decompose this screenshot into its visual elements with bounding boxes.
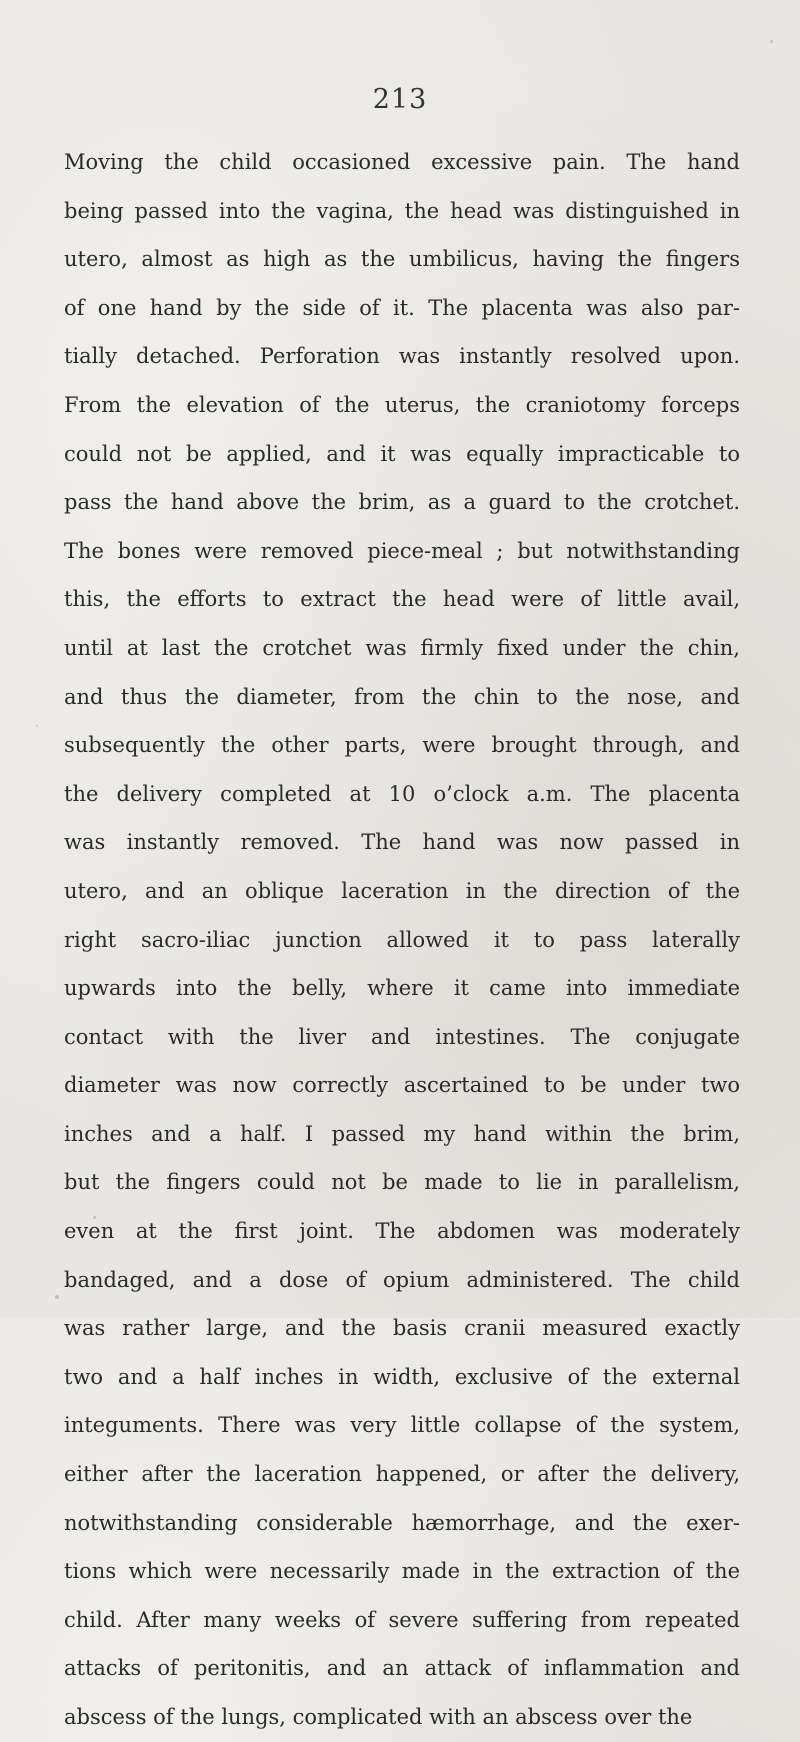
text-line: Moving the child occasioned excessive pain. The hand <box>64 150 740 174</box>
text-line: diameter was now correctly ascertained to be under two <box>64 1073 740 1098</box>
text-line: until at last the crotchet was firmly fixed under the chin, <box>64 635 740 660</box>
text-line: but the fingers could not be made to lie in parallelism, <box>64 1170 740 1195</box>
text-line: upwards into the belly, where it came into immediate <box>64 976 740 1001</box>
paper-speck <box>55 1295 59 1299</box>
text-line: right sacro-iliac junction allowed it to pass laterally <box>64 927 740 952</box>
text-line: integuments. There was very little collapse of the system, <box>64 1413 740 1438</box>
text-line: bandaged, and a dose of opium administered. The child <box>64 1267 740 1292</box>
paper-speck <box>93 1216 96 1219</box>
text-line: could not be applied, and it was equally impracticable to <box>64 441 740 466</box>
text-line: inches and a half. I passed my hand within the brim, <box>64 1121 740 1146</box>
text-line: pass the hand above the brim, as a guard to the crotchet. <box>64 490 740 515</box>
text-line: child. After many weeks of severe suffering from repeated <box>64 1607 740 1632</box>
text-line: was instantly removed. The hand was now passed in <box>64 830 740 855</box>
text-line: utero, and an oblique laceration in the direction of the <box>64 878 740 903</box>
text-line: two and a half inches in width, exclusive of the external <box>64 1364 740 1389</box>
text-line: utero, almost as high as the umbilicus, having the fingers <box>64 247 740 272</box>
text-line: tions which were necessarily made in the extraction of the <box>64 1559 740 1584</box>
text-line: was rather large, and the basis cranii measured exactly <box>64 1316 740 1341</box>
text-line: either after the laceration happened, or after the delivery, <box>64 1462 740 1487</box>
text-line: of one hand by the side of it. The placenta was also par- <box>64 295 740 320</box>
body-text <box>64 138 740 1742</box>
text-line: the delivery completed at 10 o’clock a.m. The placenta <box>64 781 740 806</box>
text-line: The bones were removed piece-meal ; but notwithstanding <box>64 538 740 563</box>
text-line: and thus the diameter, from the chin to the nose, and <box>64 684 740 709</box>
text-line: subsequently the other parts, were brought through, and <box>64 733 740 758</box>
text-line: notwithstanding considerable hæmorrhage, and the exer- <box>64 1510 740 1535</box>
page-number: 213 <box>372 84 428 115</box>
text-line: even at the first joint. The abdomen was moderately <box>64 1219 740 1244</box>
text-line: abscess of the lungs, complicated with an abscess over the <box>64 1705 693 1729</box>
text-line: being passed into the vagina, the head was distinguished in <box>64 198 740 223</box>
text-line: this, the efforts to extract the head were of little avail, <box>64 587 740 612</box>
text-line: tially detached. Perforation was instantly resolved upon. <box>64 344 740 369</box>
text-line: contact with the liver and intestines. The conjugate <box>64 1024 740 1049</box>
text-line: attacks of peritonitis, and an attack of inflammation and <box>64 1656 740 1681</box>
text-line: From the elevation of the uterus, the craniotomy forceps <box>64 392 740 417</box>
paper-speck <box>770 40 773 43</box>
paper-speck <box>36 725 38 727</box>
